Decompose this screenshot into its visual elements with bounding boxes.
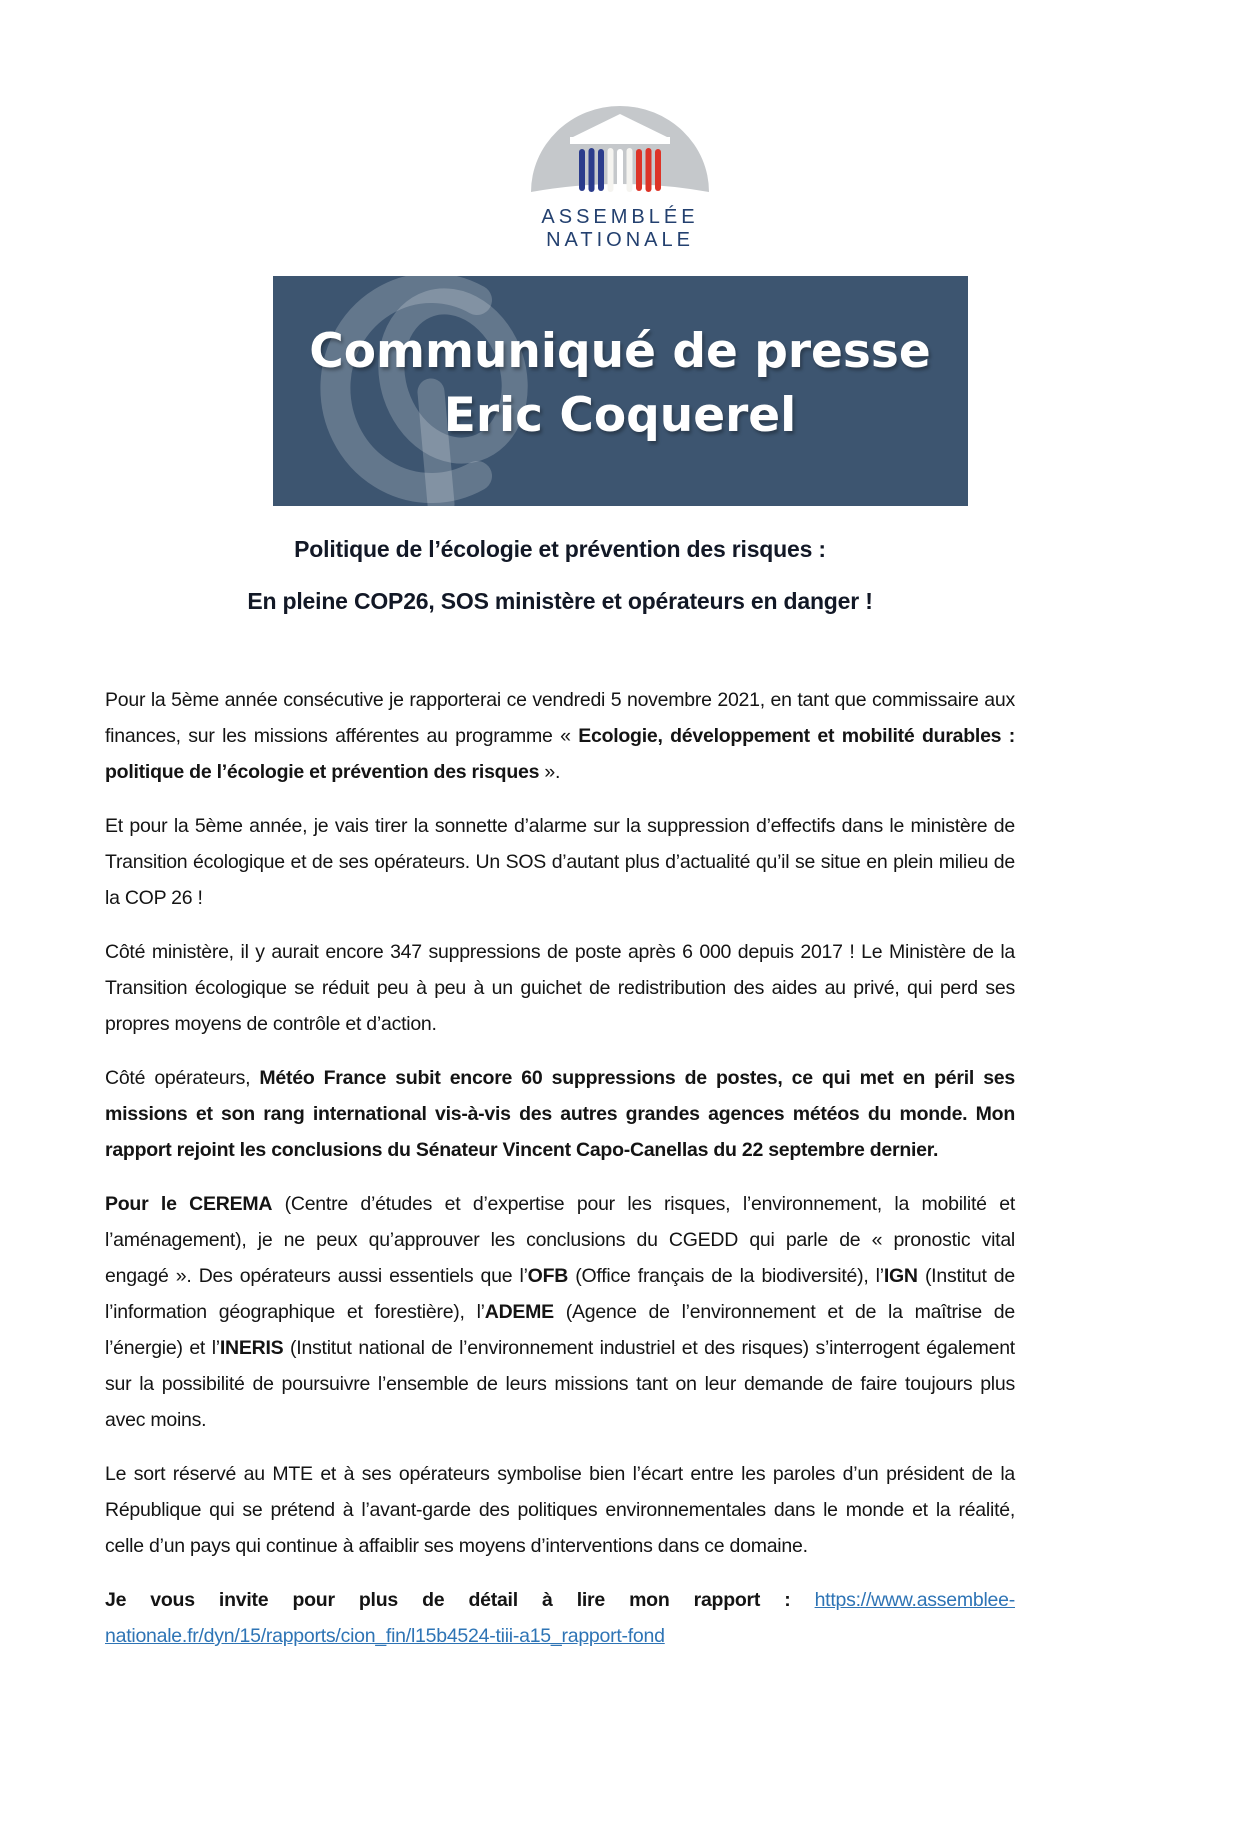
bold-run: OFB [527, 1265, 569, 1287]
bold-run: Je vous invite pour plus de détail à lire mon rapport : [105, 1589, 815, 1611]
bold-run: Météo France subit encore 60 suppressions de postes, ce qui met en péril ses missions et son rang international vis-à-vis des autres grandes agences météos du monde. Mon rapport rejoint les conclusions du Sénateur Vincent Capo-Canellas du 22 septembre dernier. [105, 1067, 1015, 1161]
text-run: (Institut national de l’environnement industriel et des risques) s’interrogent également sur la possibilité de poursuivre l’ensemble de leurs missions tant on leur demande de faire toujours plus avec moins. [105, 1337, 1015, 1431]
bold-run: INERIS [219, 1337, 284, 1359]
press-release-page [0, 88, 1240, 1843]
bold-run: Ecologie, développement et mobilité durables : politique de l’écologie et prévention des risques [105, 725, 1016, 783]
assemblee-nationale-logo [0, 88, 1240, 252]
text-run: Côté opérateurs, [105, 1067, 260, 1089]
logo-wordmark-line1: ASSEMBLÉE [541, 206, 699, 228]
paragraph-6 [105, 1456, 1015, 1564]
logo-wordmark-line2: NATIONALE [546, 229, 694, 251]
text-run: Le sort réservé au MTE et à ses opérateurs symbolise bien l’écart entre les paroles d’un président de la République qui se prétend à l’avant-garde des politiques environnementales dans le monde et la réalité, celle d’un pays qui continue à affaiblir ses moyens d’interventions dans ce domaine. [105, 1463, 1015, 1557]
paragraph-7 [105, 1582, 1015, 1654]
banner-text [273, 276, 968, 446]
text-run: (Institut de l’information géographique et forestière), l’ [105, 1265, 1015, 1323]
text-run: Côté ministère, il y aurait encore 347 suppressions de poste après 6 000 depuis 2017 ! Le Ministère de la Transition écologique se réduit peu à peu à un guichet de redistribution des aides au privé, qui perd ses propres moyens de contrôle et d’action. [105, 941, 1015, 1035]
bold-run: IGN [883, 1265, 918, 1287]
headline-block [105, 534, 1015, 616]
banner-title: Communiqué de presse [309, 324, 931, 379]
headline-line1: Politique de l’écologie et prévention des risques : [294, 536, 826, 562]
headline-line2: En pleine COP26, SOS ministère et opérateurs en danger ! [247, 588, 873, 614]
report-link[interactable]: https://www.assemblee-nationale.fr/dyn/15/rapports/cion_fin/l15b4524-tiii-a15_rapport-fond [105, 1589, 1015, 1647]
text-run: Pour la 5ème année consécutive je rapporterai ce vendredi 5 novembre 2021, en tant que commissaire aux finances, sur les missions afférentes au programme « [105, 689, 1015, 747]
paragraph-3 [105, 934, 1015, 1042]
logo-wordmark [0, 206, 1240, 252]
text-run: ». [539, 761, 561, 783]
paragraph-4 [105, 1060, 1015, 1168]
text-run: (Centre d’études et d’expertise pour les risques, l’environnement, la mobilité et l’aménagement), je ne peux qu’approuver les conclusions du CGEDD qui parle de « pronostic vital engagé ». Des opérateurs aussi essentiels que l’ [105, 1193, 1015, 1287]
text-run: (Agence de l’environnement et de la maîtrise de l’énergie) et l’ [105, 1301, 1015, 1359]
paragraph-5 [105, 1186, 1015, 1438]
assemblee-nationale-arch-icon [525, 88, 715, 200]
banner-author: Eric Coquerel [443, 388, 797, 443]
paragraph-2 [105, 808, 1015, 916]
paragraph-1 [105, 682, 1015, 790]
text-run: Et pour la 5ème année, je vais tirer la sonnette d’alarme sur la suppression d’effectifs dans le ministère de Transition écologique et de ses opérateurs. Un SOS d’autant plus d’actualité qu’il se situe en plein milieu de la COP 26 ! [105, 815, 1015, 909]
logo-columns [579, 148, 661, 192]
logo-entablature [570, 137, 670, 144]
text-run: (Office français de la biodiversité), l’ [568, 1265, 884, 1287]
bold-run: Pour le CEREMA [105, 1193, 273, 1215]
body-text [105, 682, 1015, 1654]
press-banner [273, 276, 968, 506]
bold-run: ADEME [484, 1301, 554, 1323]
